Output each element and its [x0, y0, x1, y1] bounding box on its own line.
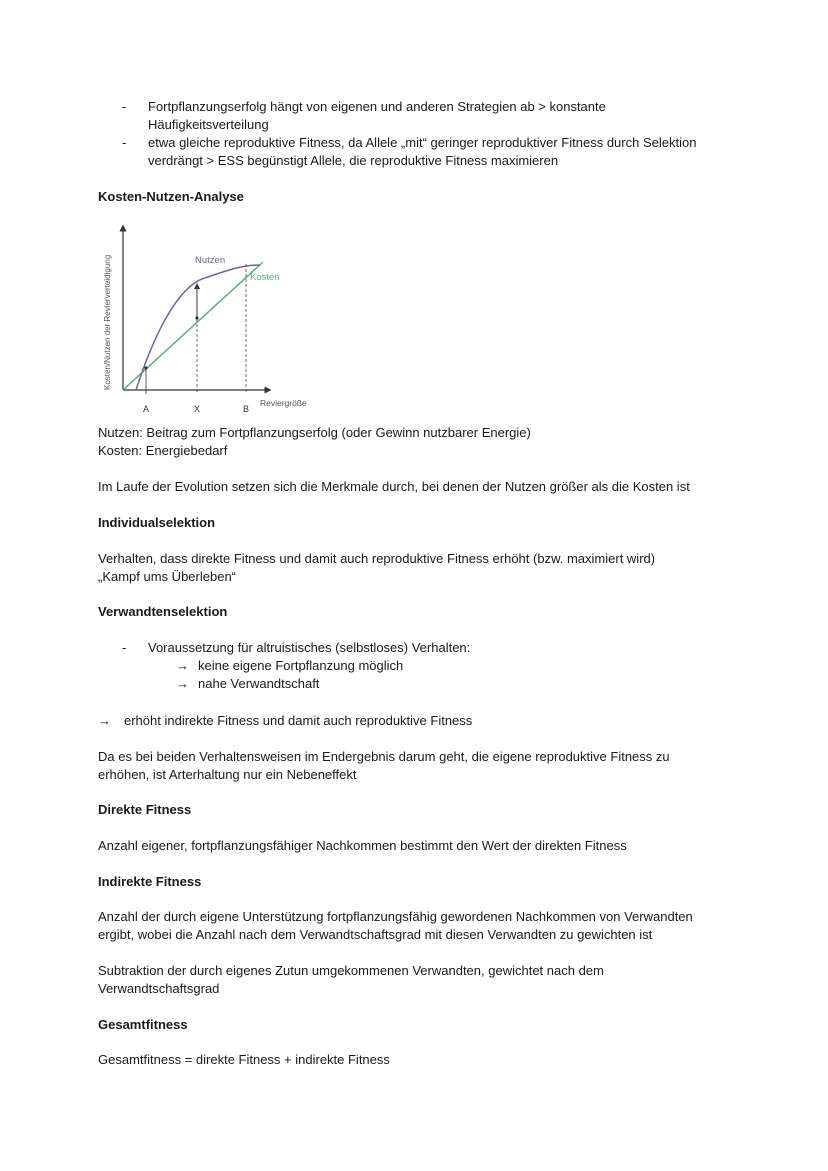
x-axis-label: Reviergröße [260, 398, 307, 408]
kin-paragraph-line-1: Da es bei beiden Verhaltensweisen im Endergebnis darum geht, die eigene reproduktive Fitness zu [98, 749, 670, 764]
benefit-label: Nutzen [195, 255, 226, 266]
bullet-marker: - [122, 99, 127, 114]
indirect-line-4: Verwandtschaftsgrad [98, 981, 220, 996]
intro-bullet-1 [122, 98, 762, 134]
heading-direkte-fitness: Direkte Fitness [98, 802, 192, 817]
kin-bullet [122, 639, 762, 657]
definition-kosten: Kosten: Energiebedarf [98, 443, 228, 458]
heading-gesamtfitness: Gesamtfitness [98, 1017, 188, 1032]
indirect-line-3: Subtraktion der durch eigenes Zutun umgekommenen Verwandten, gewichtet nach dem [98, 963, 604, 978]
total-fitness-formula: Gesamtfitness = direkte Fitness + indirekte Fitness [98, 1052, 390, 1067]
kin-sub-item-text: keine eigene Fortpflanzung möglich [198, 658, 404, 673]
indirect-paragraph-1 [98, 908, 738, 944]
direct-fitness-text: Anzahl eigener, fortpflanzungsfähiger Nachkommen bestimmt den Wert der direkten Fitness [98, 838, 627, 853]
definition-nutzen: Nutzen: Beitrag zum Fortpflanzungserfolg (oder Gewinn nutzbarer Energie) [98, 425, 531, 440]
cost-benefit-figure [98, 222, 328, 420]
tick-label-x: X [194, 404, 201, 414]
arrow-icon: → [176, 658, 189, 673]
bullet-marker: - [122, 640, 127, 655]
kin-sub-item-text: nahe Verwandtschaft [198, 676, 320, 691]
bullet-text-line: Fortpflanzungserfolg hängt von eigenen und anderen Strategien ab > konstante [148, 99, 606, 114]
bullet-text-line: verdrängt > ESS begünstigt Allele, die reproduktive Fitness maximieren [148, 153, 559, 168]
kin-sub-item-2 [176, 675, 319, 693]
cost-point-x [195, 316, 198, 319]
tick-label-a: A [143, 404, 150, 414]
kin-result-text: erhöht indirekte Fitness und damit auch reproduktive Fitness [124, 713, 473, 728]
intro-bullet-2 [122, 134, 762, 170]
kin-bullet-text: Voraussetzung für altruistisches (selbstloses) Verhalten: [148, 640, 471, 655]
bullet-marker: - [122, 135, 127, 150]
kin-result [98, 712, 472, 730]
kin-sub-item-1 [176, 657, 403, 675]
indirect-line-1: Anzahl der durch eigene Unterstützung fortpflanzungsfähig gewordenen Nachkommen von Verwandten [98, 909, 693, 924]
kin-paragraph [98, 748, 738, 784]
individual-line-1: Verhalten, dass direkte Fitness und damit auch reproduktive Fitness erhöht (bzw. maximiert wird) [98, 551, 656, 566]
arrow-icon: → [176, 676, 189, 691]
kna-conclusion: Im Laufe der Evolution setzen sich die Merkmale durch, bei denen der Nutzen größer als die Kosten ist [98, 479, 690, 494]
bullet-text-line: etwa gleiche reproduktive Fitness, da Allele „mit“ geringer reproduktiver Fitness durch Selektion [148, 135, 697, 150]
cost-line [123, 262, 263, 390]
indirect-line-2: ergibt, wobei die Anzahl nach dem Verwandtschaftsgrad mit diesen Verwandten zu gewichten ist [98, 927, 653, 942]
heading-verwandtenselektion: Verwandtenselektion [98, 604, 228, 619]
benefit-curve [136, 265, 260, 390]
individual-text [98, 550, 738, 586]
heading-kosten-nutzen-analyse: Kosten-Nutzen-Analyse [98, 189, 244, 204]
heading-individualselektion: Individualselektion [98, 515, 216, 530]
y-axis-label: Kosten/Nutzen der Revierverteidigung [103, 254, 112, 390]
intersection-point-a [144, 366, 147, 369]
cost-label: Kosten [250, 272, 280, 283]
individual-line-2: „Kampf ums Überleben“ [98, 569, 236, 584]
kin-paragraph-line-2: erhöhen, ist Arterhaltung nur ein Nebeneffekt [98, 767, 357, 782]
tick-label-b: B [243, 404, 250, 414]
heading-indirekte-fitness: Indirekte Fitness [98, 874, 202, 889]
arrow-icon: → [98, 713, 111, 728]
indirect-paragraph-2 [98, 962, 738, 998]
bullet-text-line: Häufigkeitsverteilung [148, 117, 269, 132]
